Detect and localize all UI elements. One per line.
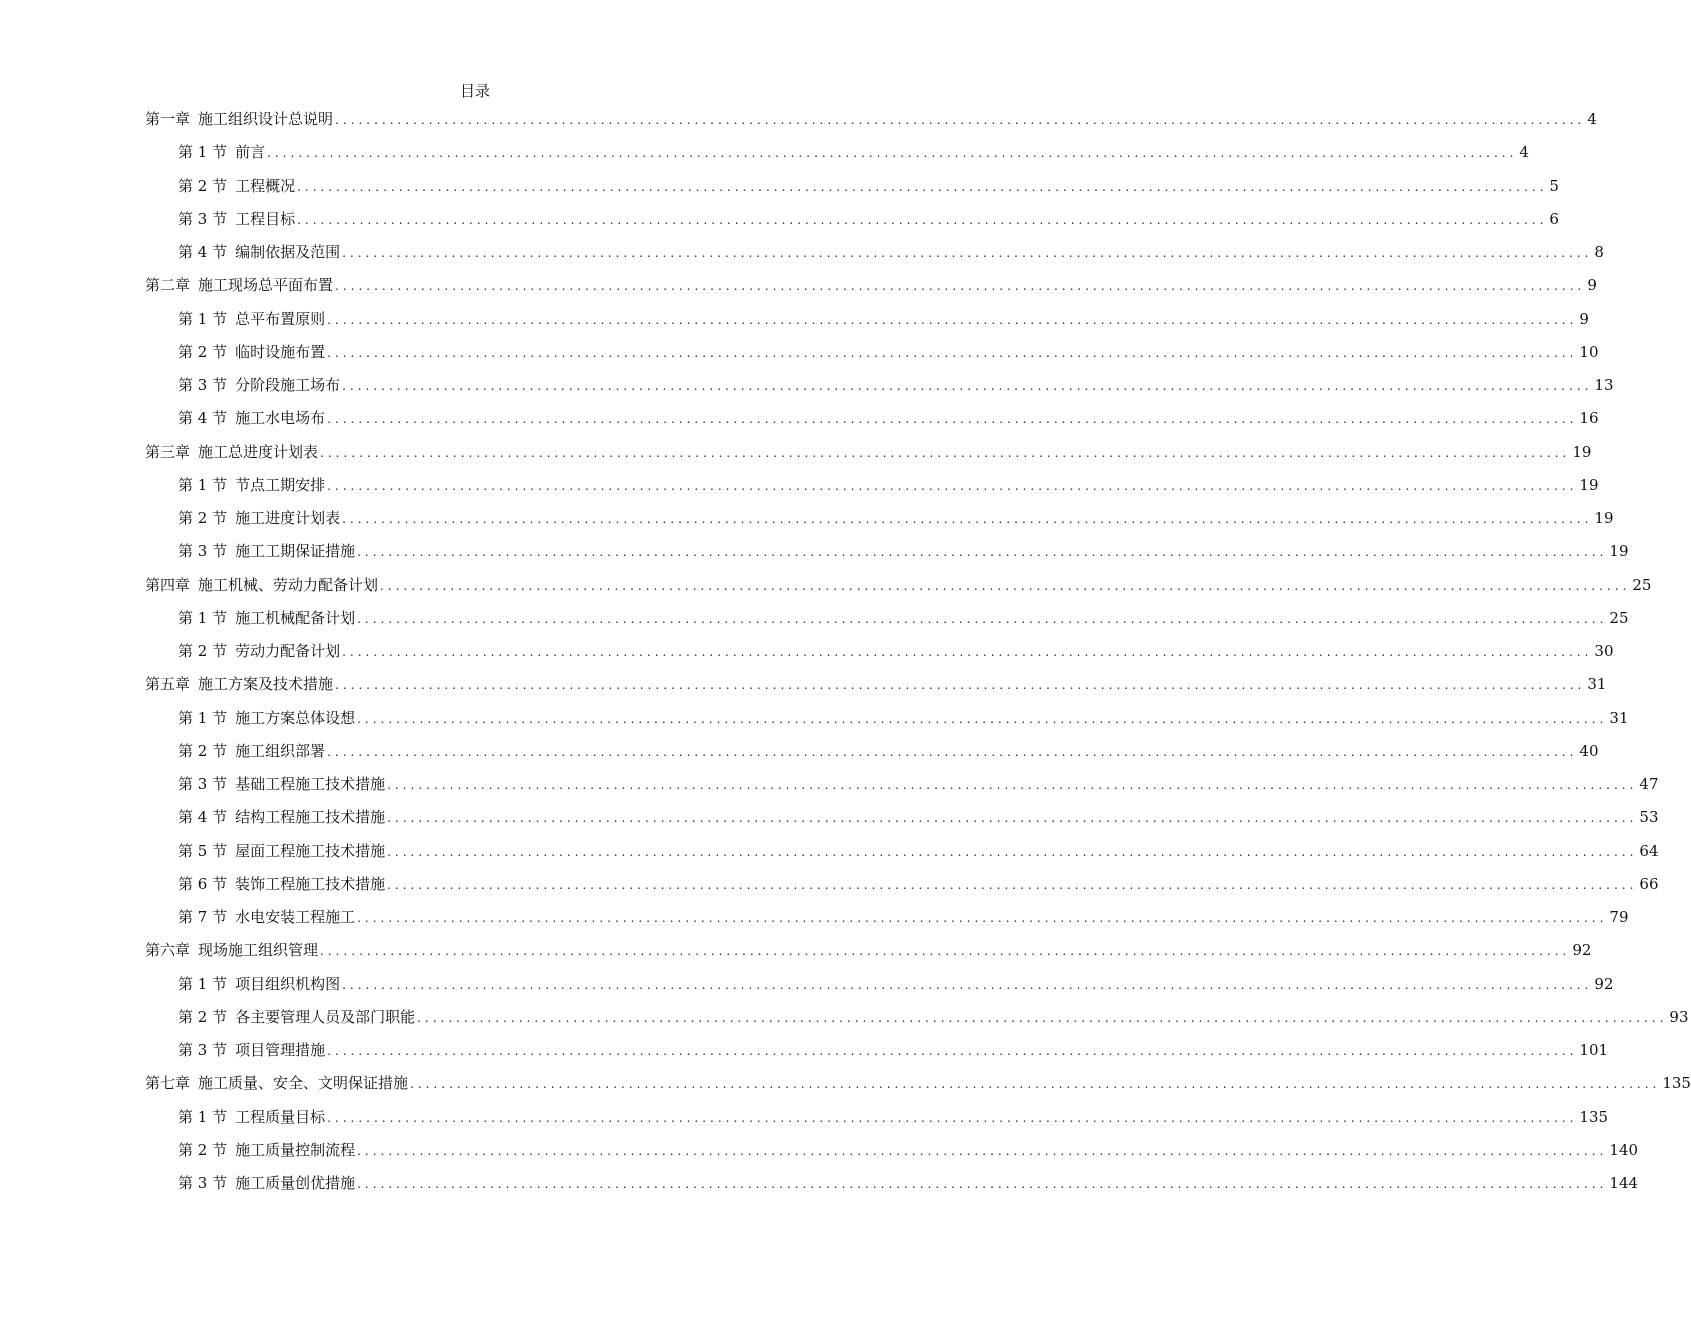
toc-page-number: 31 <box>1587 675 1607 693</box>
toc-entry-label <box>178 209 295 229</box>
toc-entry-text: 工程质量目标 <box>235 1108 326 1126</box>
toc-section-entry[interactable] <box>178 903 1629 927</box>
toc-dot-leader: ................................................................................................................................................................ <box>342 512 1593 526</box>
toc-dot-leader: ................................................................................................................................................................ <box>297 213 1548 227</box>
toc-chapter-entry[interactable] <box>145 438 1592 462</box>
toc-entry-text: 前言 <box>235 143 266 161</box>
toc-entry-label <box>145 275 333 295</box>
toc-entry-label <box>178 375 340 395</box>
toc-page-number: 25 <box>1609 609 1629 627</box>
toc-dot-leader: ................................................................................................................................................................ <box>342 379 1593 393</box>
toc-page-number: 64 <box>1639 842 1659 860</box>
toc-entry-number: 第 2 节 <box>178 1008 228 1026</box>
toc-entry-text: 项目组织机构图 <box>235 975 341 993</box>
toc-dot-leader: ................................................................................................................................................................ <box>410 1077 1661 1091</box>
toc-page-number: 16 <box>1579 409 1599 427</box>
toc-entry-number: 第五章 <box>145 675 191 693</box>
toc-entry-number: 第 4 节 <box>178 243 228 261</box>
toc-dot-leader: ................................................................................................................................................................ <box>387 778 1638 792</box>
toc-entry-text: 施工工期保证措施 <box>235 542 356 560</box>
toc-page-number: 92 <box>1572 941 1592 959</box>
toc-entry-text: 劳动力配备计划 <box>235 642 341 660</box>
toc-entry-label <box>145 674 333 694</box>
toc-dot-leader: ................................................................................................................................................................ <box>320 446 1571 460</box>
toc-dot-leader: ................................................................................................................................................................ <box>342 645 1593 659</box>
toc-chapter-entry[interactable] <box>145 670 1607 694</box>
toc-entry-text: 施工质量控制流程 <box>235 1141 356 1159</box>
toc-entry-text: 工程概况 <box>235 177 296 195</box>
toc-entry-text: 施工总进度计划表 <box>198 443 319 461</box>
toc-section-entry[interactable] <box>178 205 1559 229</box>
toc-entry-label <box>178 807 385 827</box>
toc-chapter-entry[interactable] <box>145 571 1652 595</box>
toc-dot-leader: ................................................................................................................................................................ <box>327 313 1578 327</box>
toc-entry-number: 第六章 <box>145 941 191 959</box>
toc-entry-text: 装饰工程施工技术措施 <box>235 875 386 893</box>
toc-entry-number: 第 2 节 <box>178 343 228 361</box>
toc-section-entry[interactable] <box>178 737 1599 761</box>
toc-section-entry[interactable] <box>178 238 1604 262</box>
toc-entry-label <box>178 641 340 661</box>
toc-entry-label <box>178 907 355 927</box>
toc-dot-leader: ................................................................................................................................................................ <box>387 811 1638 825</box>
toc-entry-number: 第 3 节 <box>178 376 228 394</box>
toc-section-entry[interactable] <box>178 537 1629 561</box>
toc-entry-number: 第二章 <box>145 276 191 294</box>
toc-page-number: 31 <box>1609 709 1629 727</box>
toc-page-number: 135 <box>1662 1074 1691 1092</box>
toc-page-number: 4 <box>1519 143 1529 161</box>
toc-section-entry[interactable] <box>178 172 1559 196</box>
toc-section-entry[interactable] <box>178 637 1614 661</box>
toc-entry-label <box>178 541 355 561</box>
toc-entry-label <box>178 142 265 162</box>
toc-entry-label <box>178 342 325 362</box>
toc-page-number: 5 <box>1549 177 1559 195</box>
toc-page-number: 66 <box>1639 875 1659 893</box>
toc-dot-leader: ................................................................................................................................................................ <box>327 479 1578 493</box>
toc-page-number: 19 <box>1572 443 1592 461</box>
toc-entry-number: 第 1 节 <box>178 1108 228 1126</box>
toc-entry-number: 第 1 节 <box>178 310 228 328</box>
toc-entry-label <box>145 940 318 960</box>
toc-entry-number: 第 2 节 <box>178 1141 228 1159</box>
toc-entry-text: 各主要管理人员及部门职能 <box>235 1008 416 1026</box>
toc-entry-label <box>178 1173 355 1193</box>
toc-page-number: 9 <box>1587 276 1597 294</box>
toc-section-entry[interactable] <box>178 1169 1639 1193</box>
toc-entry-text: 施工方案总体设想 <box>235 709 356 727</box>
toc-page-number: 9 <box>1579 310 1589 328</box>
toc-entry-label <box>178 475 325 495</box>
toc-entry-number: 第四章 <box>145 576 191 594</box>
toc-dot-leader: ................................................................................................................................................................ <box>267 146 1518 160</box>
toc-entry-label <box>178 309 325 329</box>
toc-entry-text: 项目管理措施 <box>235 1041 326 1059</box>
toc-section-entry[interactable] <box>178 770 1659 794</box>
toc-section-entry[interactable] <box>178 371 1614 395</box>
toc-page-number: 53 <box>1639 808 1659 826</box>
toc-entry-text: 屋面工程施工技术措施 <box>235 842 386 860</box>
toc-page-number: 6 <box>1549 210 1559 228</box>
toc-dot-leader: ................................................................................................................................................................ <box>335 678 1586 692</box>
toc-entry-text: 临时设施布置 <box>235 343 326 361</box>
toc-entry-label <box>178 774 385 794</box>
toc-entry-number: 第 5 节 <box>178 842 228 860</box>
toc-dot-leader: ................................................................................................................................................................ <box>342 978 1593 992</box>
toc-entry-text: 施工组织部署 <box>235 742 326 760</box>
toc-entry-number: 第七章 <box>145 1074 191 1092</box>
toc-entry-text: 施工质量、安全、文明保证措施 <box>198 1074 409 1092</box>
toc-entry-number: 第 6 节 <box>178 875 228 893</box>
toc-page-number: 47 <box>1639 775 1659 793</box>
toc-entry-number: 第 4 节 <box>178 808 228 826</box>
toc-entry-text: 施工方案及技术措施 <box>198 675 334 693</box>
toc-dot-leader: ................................................................................................................................................................ <box>357 1144 1608 1158</box>
toc-chapter-entry[interactable] <box>145 1069 1691 1093</box>
toc-entry-text: 总平布置原则 <box>235 310 326 328</box>
toc-page-number: 93 <box>1669 1008 1689 1026</box>
toc-dot-leader: ................................................................................................................................................................ <box>357 1177 1608 1191</box>
toc-entry-label <box>178 708 355 728</box>
toc-entry-text: 施工质量创优措施 <box>235 1174 356 1192</box>
toc-section-entry[interactable] <box>178 803 1659 827</box>
toc-entry-label <box>145 1073 408 1093</box>
toc-dot-leader: ................................................................................................................................................................ <box>320 944 1571 958</box>
toc-dot-leader: ................................................................................................................................................................ <box>335 279 1586 293</box>
toc-entry-label <box>178 1007 415 1027</box>
toc-entry-number: 第 3 节 <box>178 1041 228 1059</box>
toc-page-number: 13 <box>1594 376 1614 394</box>
toc-entry-label <box>178 242 340 262</box>
toc-entry-number: 第 2 节 <box>178 642 228 660</box>
toc-entry-label <box>178 608 355 628</box>
toc-page-number: 10 <box>1579 343 1599 361</box>
toc-entry-number: 第 3 节 <box>178 542 228 560</box>
toc-entry-text: 施工现场总平面布置 <box>198 276 334 294</box>
toc-entry-label <box>178 841 385 861</box>
toc-section-entry[interactable] <box>178 1103 1609 1127</box>
toc-section-entry[interactable] <box>178 305 1589 329</box>
toc-entry-number: 第 1 节 <box>178 609 228 627</box>
toc-entry-text: 施工机械、劳动力配备计划 <box>198 576 379 594</box>
toc-entry-label <box>178 176 295 196</box>
toc-dot-leader: ................................................................................................................................................................ <box>342 246 1593 260</box>
toc-section-entry[interactable] <box>178 1003 1689 1027</box>
toc-dot-leader: ................................................................................................................................................................ <box>380 579 1631 593</box>
toc-entry-label <box>145 109 333 129</box>
toc-page-number: 30 <box>1594 642 1614 660</box>
toc-page-number: 8 <box>1594 243 1604 261</box>
toc-page-number: 101 <box>1579 1041 1609 1059</box>
toc-section-entry[interactable] <box>178 1036 1609 1060</box>
toc-entry-text: 现场施工组织管理 <box>198 941 319 959</box>
toc-dot-leader: ................................................................................................................................................................ <box>327 346 1578 360</box>
toc-entry-label <box>178 974 340 994</box>
toc-entry-text: 工程目标 <box>235 210 296 228</box>
toc-entry-number: 第 2 节 <box>178 177 228 195</box>
toc-dot-leader: ................................................................................................................................................................ <box>335 113 1586 127</box>
toc-chapter-entry[interactable] <box>145 105 1597 129</box>
toc-entry-text: 施工进度计划表 <box>235 509 341 527</box>
toc-entry-text: 水电安装工程施工 <box>235 908 356 926</box>
toc-dot-leader: ................................................................................................................................................................ <box>357 545 1608 559</box>
toc-dot-leader: ................................................................................................................................................................ <box>327 745 1578 759</box>
toc-entry-label <box>178 741 325 761</box>
toc-entry-number: 第 3 节 <box>178 1174 228 1192</box>
toc-page-number: 140 <box>1609 1141 1639 1159</box>
toc-page-number: 4 <box>1587 110 1597 128</box>
toc-section-entry[interactable] <box>178 1136 1639 1160</box>
toc-entry-number: 第 3 节 <box>178 775 228 793</box>
toc-entry-number: 第 2 节 <box>178 742 228 760</box>
toc-entry-text: 分阶段施工场布 <box>235 376 341 394</box>
toc-page-number: 19 <box>1609 542 1629 560</box>
toc-section-entry[interactable] <box>178 704 1629 728</box>
toc-page-number: 40 <box>1579 742 1599 760</box>
toc-title: 目录 <box>459 82 490 100</box>
toc-entry-text: 节点工期安排 <box>235 476 326 494</box>
toc-page-number: 19 <box>1579 476 1599 494</box>
toc-dot-leader: ................................................................................................................................................................ <box>357 712 1608 726</box>
toc-chapter-entry[interactable] <box>145 271 1597 295</box>
toc-entry-text: 施工机械配备计划 <box>235 609 356 627</box>
toc-entry-label <box>178 874 385 894</box>
toc-section-entry[interactable] <box>178 870 1659 894</box>
toc-dot-leader: ................................................................................................................................................................ <box>417 1011 1668 1025</box>
toc-entry-label <box>178 1040 325 1060</box>
toc-entry-number: 第 1 节 <box>178 709 228 727</box>
toc-page-number: 19 <box>1594 509 1614 527</box>
toc-dot-leader: ................................................................................................................................................................ <box>297 180 1548 194</box>
toc-entry-label <box>145 442 318 462</box>
toc-entry-label <box>178 1140 355 1160</box>
toc-page-number: 79 <box>1609 908 1629 926</box>
toc-section-entry[interactable] <box>178 338 1599 362</box>
toc-chapter-entry[interactable] <box>145 936 1592 960</box>
toc-entry-label <box>178 1107 325 1127</box>
toc-entry-text: 施工组织设计总说明 <box>198 110 334 128</box>
toc-entry-number: 第 2 节 <box>178 509 228 527</box>
toc-entry-text: 基础工程施工技术措施 <box>235 775 386 793</box>
toc-dot-leader: ................................................................................................................................................................ <box>357 911 1608 925</box>
toc-dot-leader: ................................................................................................................................................................ <box>387 845 1638 859</box>
toc-entry-label <box>178 508 340 528</box>
toc-section-entry[interactable] <box>178 970 1614 994</box>
toc-entry-label <box>178 408 325 428</box>
toc-page-number: 135 <box>1579 1108 1609 1126</box>
toc-entry-text: 编制依据及范围 <box>235 243 341 261</box>
toc-dot-leader: ................................................................................................................................................................ <box>327 1111 1578 1125</box>
toc-entry-number: 第 4 节 <box>178 409 228 427</box>
toc-entry-number: 第 1 节 <box>178 476 228 494</box>
toc-dot-leader: ................................................................................................................................................................ <box>387 878 1638 892</box>
toc-entry-label <box>145 575 378 595</box>
toc-page-number: 92 <box>1594 975 1614 993</box>
toc-section-entry[interactable] <box>178 471 1599 495</box>
toc-dot-leader: ................................................................................................................................................................ <box>327 412 1578 426</box>
toc-entry-number: 第 7 节 <box>178 908 228 926</box>
toc-page-number: 144 <box>1609 1174 1639 1192</box>
toc-entry-text: 结构工程施工技术措施 <box>235 808 386 826</box>
toc-entry-number: 第 1 节 <box>178 975 228 993</box>
toc-page-number: 25 <box>1632 576 1652 594</box>
toc-entry-number: 第 1 节 <box>178 143 228 161</box>
toc-section-entry[interactable] <box>178 504 1614 528</box>
toc-dot-leader: ................................................................................................................................................................ <box>357 612 1608 626</box>
toc-entry-number: 第 3 节 <box>178 210 228 228</box>
toc-section-entry[interactable] <box>178 404 1599 428</box>
toc-entry-number: 第三章 <box>145 443 191 461</box>
toc-entry-number: 第一章 <box>145 110 191 128</box>
toc-section-entry[interactable] <box>178 837 1659 861</box>
toc-section-entry[interactable] <box>178 138 1529 162</box>
toc-section-entry[interactable] <box>178 604 1629 628</box>
toc-dot-leader: ................................................................................................................................................................ <box>327 1044 1578 1058</box>
toc-entry-text: 施工水电场布 <box>235 409 326 427</box>
